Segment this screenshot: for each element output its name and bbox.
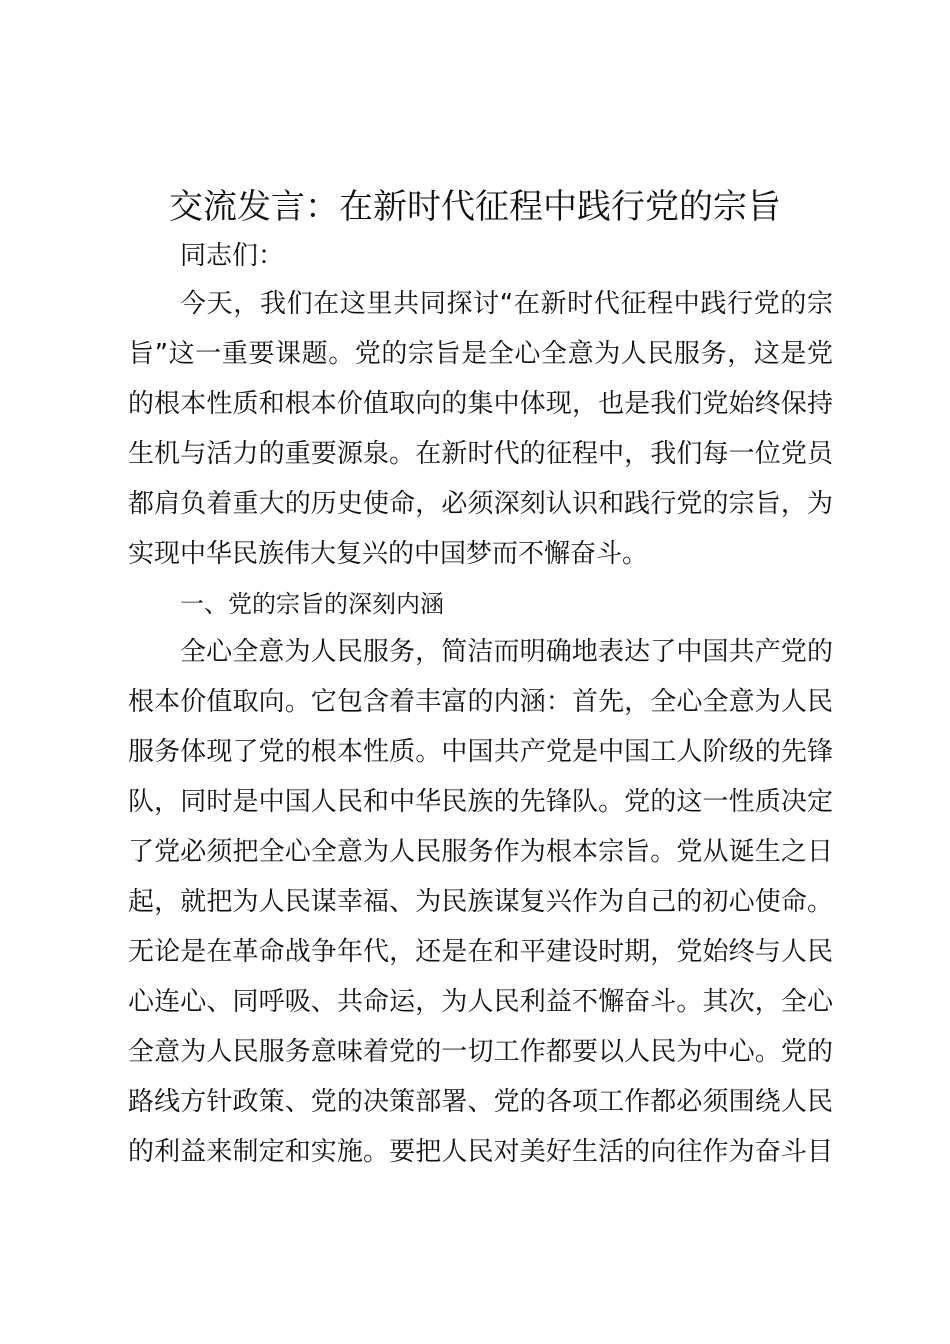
paragraph-line: 心连心、同呼吸、共命运，为人民利益不懈奋斗。其次，全心 — [128, 987, 833, 1017]
paragraph-line: 无论是在革命战争年代，还是在和平建设时期，党始终与人民 — [128, 937, 833, 967]
paragraph-line: 都肩负着重大的历史使命，必须深刻认识和践行党的宗旨，为 — [128, 489, 833, 519]
salutation: 同志们： — [180, 241, 285, 271]
paragraph-line: 的根本性质和根本价值取向的集中体现，也是我们党始终保持 — [128, 389, 833, 419]
paragraph-line: 全意为人民服务意味着党的一切工作都要以人民为中心。党的 — [128, 1037, 833, 1067]
paragraph-line: 根本价值取向。它包含着丰富的内涵：首先，全心全意为人民 — [128, 687, 833, 717]
paragraph-line: 队，同时是中国人民和中华民族的先锋队。党的这一性质决定 — [128, 787, 833, 817]
paragraph-line: 了党必须把全心全意为人民服务作为根本宗旨。党从诞生之日 — [128, 837, 833, 867]
paragraph-line: 路线方针政策、党的决策部署、党的各项工作都必须围绕人民 — [128, 1087, 833, 1117]
paragraph-line: 起，就把为人民谋幸福、为民族谋复兴作为自己的初心使命。 — [128, 887, 833, 917]
paragraph-line: 今天，我们在这里共同探讨“在新时代征程中践行党的宗 — [180, 289, 833, 319]
paragraph-line: 旨”这一重要课题。党的宗旨是全心全意为人民服务，这是党 — [128, 339, 833, 369]
paragraph-line: 服务体现了党的根本性质。中国共产党是中国工人阶级的先锋 — [128, 737, 833, 767]
paragraph-line: 全心全意为人民服务，简洁而明确地表达了中国共产党的 — [180, 637, 833, 667]
paragraph-line: 生机与活力的重要源泉。在新时代的征程中，我们每一位党员 — [128, 439, 833, 469]
paragraph-line: 的利益来制定和实施。要把人民对美好生活的向往作为奋斗目 — [128, 1137, 833, 1167]
document-title: 交流发言：在新时代征程中践行党的宗旨 — [169, 187, 781, 227]
section-heading: 一、党的宗旨的深刻内涵 — [180, 590, 444, 618]
paragraph-line: 实现中华民族伟大复兴的中国梦而不懈奋斗。 — [128, 539, 649, 569]
